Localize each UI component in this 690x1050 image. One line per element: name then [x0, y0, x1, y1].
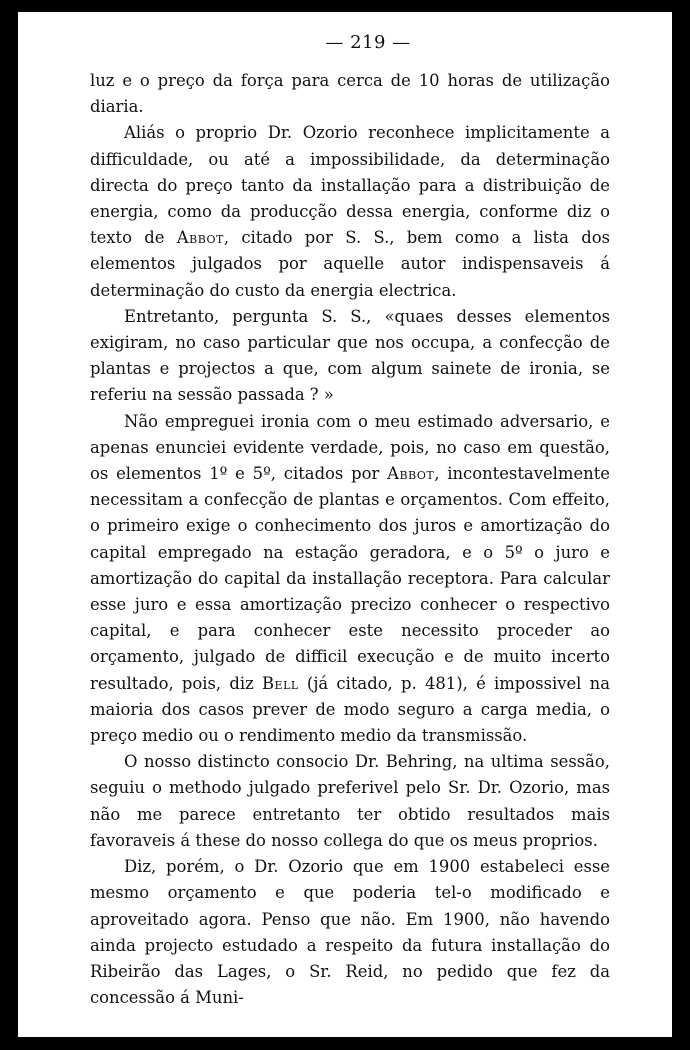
body-text [90, 68, 610, 1011]
paragraph-text: O nosso distincto consocio Dr. Behring, na ultima sessão, seguiu o methodo julgado preferivel pelo Sr. Dr. Ozorio, mas não me parece entretanto ter obtido resultados mais favoraveis á these do nosso collega do que os meus proprios. [90, 752, 610, 850]
author-name: Bell [262, 673, 299, 693]
paragraph [90, 68, 610, 120]
paragraph-text: (já citado, p. 481), é impossivel na maioria dos casos prever de modo seguro a carga media, o preço medio ou o rendimento medio da transmissão. [90, 673, 610, 746]
paragraph [90, 409, 610, 750]
paragraph-text: , citado por S. S., bem como a lista dos elementos julgados por aquelle autor indispensaveis á determinação do custo da energia electrica. [90, 228, 610, 300]
paragraph [90, 304, 610, 409]
paragraph [90, 120, 610, 303]
author-name: Abbot [176, 228, 224, 248]
book-page [18, 12, 672, 1037]
paragraph-text: Aliás o proprio Dr. Ozorio reconhece implicitamente a difficuldade, ou até a impossibilidade, da determinação directa do preço tanto da installação para a distribuição de energia, como da producção dessa energia, conforme diz o texto de [90, 123, 610, 248]
paragraph-text: Não empreguei ironia com o meu estimado adversario, e apenas enunciei evidente verdade, pois, no caso em questão, os elementos 1º e 5º, citados por [90, 411, 610, 484]
paragraph [90, 749, 610, 854]
paragraph-text: Diz, porém, o Dr. Ozorio que em 1900 estabeleci esse mesmo orçamento e que poderia tel-o modificado e aproveitado agora. Penso que não. Em 1900, não havendo ainda projecto estudado a respeito da futura installação do Ribeirão das Lages, o Sr. Reid, no pedido que fez da concessão á Muni- [90, 857, 610, 1008]
paragraph [90, 854, 610, 1011]
author-name: Abbot [387, 464, 435, 484]
paragraph-text: Entretanto, pergunta S. S., «quaes desses elementos exigiram, no caso particular que nos occupa, a confecção de plantas e projectos a que, com algum sainete de ironia, se referiu na sessão passada ? » [90, 306, 610, 405]
page-number: — 219 — [325, 32, 411, 53]
paragraph-text: luz e o preço da força para cerca de 10 horas de utilização diaria. [90, 71, 610, 117]
paragraph-text: , incontestavelmente necessitam a confecção de plantas e orçamentos. Com effeito, o primeiro exige o conhecimento dos juros e amortização do capital empregado na estação geradora, e o 5º o juro e amortização do capital da installação receptora. Para calcular esse juro e essa amortização precizo conhecer o respectivo capital, e para conhecer este necessito proceder ao orçamento, julgado de difficil execução e de muito incerto resultado, pois, diz [90, 464, 610, 693]
